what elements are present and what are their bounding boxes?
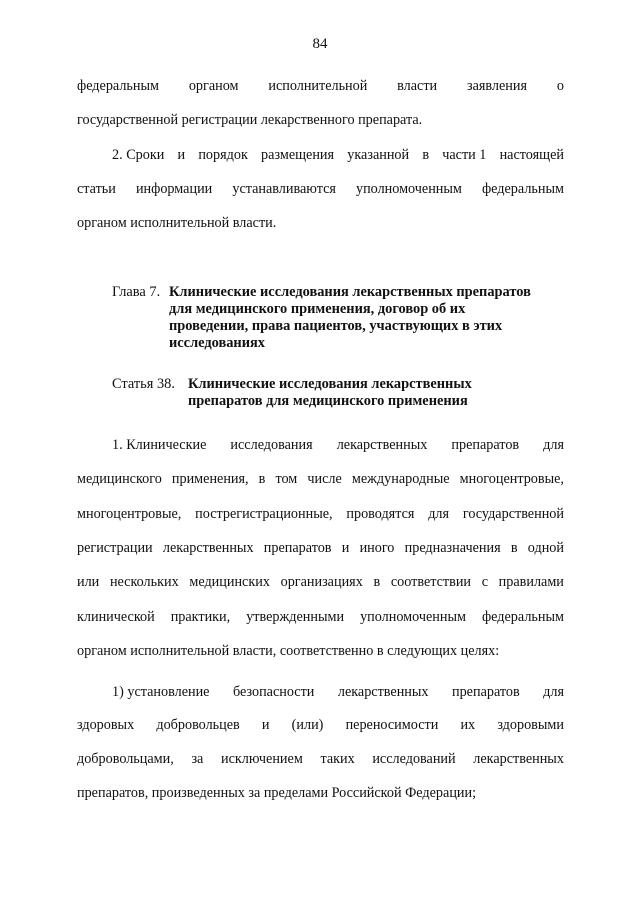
word: практики, [170, 609, 231, 625]
article-title-line-1: Клинические исследования лекарственных [188, 376, 472, 392]
clause-1-line-2 [77, 470, 564, 488]
word: числе [307, 471, 342, 487]
word: утвержденными [246, 609, 345, 625]
word: для [428, 506, 450, 522]
clause-1-line-3 [77, 505, 564, 523]
word: правилами [498, 574, 564, 590]
intro-line-2: государственной регистрации лекарственного препарата. [77, 112, 423, 128]
word: федеральным [77, 78, 159, 94]
word: для [543, 684, 564, 700]
word: для [543, 437, 564, 453]
paragraph-2-line-3: органом исполнительной власти. [77, 215, 277, 231]
word: федеральным [481, 609, 564, 625]
word: настоящей [499, 147, 564, 163]
word: органом [188, 78, 239, 94]
clause-1-line-6 [77, 608, 564, 626]
word: информации [135, 181, 213, 197]
word: указанной [347, 147, 410, 163]
word: лекарственных [162, 540, 254, 556]
word: (или) [291, 717, 324, 733]
word: добровольцев [156, 717, 240, 733]
word: лекарственных [337, 684, 429, 700]
word: их [460, 717, 476, 733]
word: международные [351, 471, 450, 487]
word: уполномоченным [360, 609, 466, 625]
word: федеральным [481, 181, 564, 197]
word: проводятся [346, 506, 415, 522]
word: лекарственных [473, 751, 564, 767]
word: многоцентровые, [77, 506, 182, 522]
word: иного [359, 540, 395, 556]
word: 2. Сроки [112, 147, 165, 163]
chapter-title-line-1: Клинические исследования лекарственных препаратов [169, 284, 531, 300]
word: безопасности [232, 684, 315, 700]
word: медицинского [77, 471, 162, 487]
word: исполнительной [268, 78, 368, 94]
word: одной [527, 540, 564, 556]
word: исключением [220, 751, 303, 767]
word: препаратов [452, 684, 520, 700]
word: препаратов [451, 437, 520, 453]
word: предназначения [404, 540, 501, 556]
item-1-line-3 [77, 750, 564, 768]
word: и [261, 717, 270, 733]
chapter-title-line-4: исследованиях [169, 335, 265, 351]
word: исследования [230, 437, 313, 453]
clause-1-line-1 [112, 436, 564, 454]
word: государственной [462, 506, 564, 522]
word: медицинских [189, 574, 270, 590]
article-label: Статья 38. [112, 376, 175, 392]
paragraph-2-line-1 [112, 146, 564, 164]
word: многоцентровые, [459, 471, 564, 487]
word: соответствии [390, 574, 472, 590]
word: или [77, 574, 100, 590]
word: добровольцами, [77, 751, 174, 767]
word: и [341, 540, 350, 556]
item-1-line-4: препаратов, произведенных за пределами Российской Федерации; [77, 785, 477, 801]
word: в [422, 147, 430, 163]
word: нескольких [109, 574, 179, 590]
word: таких [320, 751, 355, 767]
word: порядок [198, 147, 248, 163]
word: применения, [171, 471, 249, 487]
item-1-line-1 [112, 683, 564, 701]
item-1-line-2 [77, 716, 564, 734]
article-title-line-2: препаратов для медицинского применения [188, 393, 468, 409]
chapter-title-line-3: проведении, права пациентов, участвующих в этих [169, 318, 503, 334]
word: исследований [372, 751, 456, 767]
chapter-label: Глава 7. [112, 284, 161, 300]
word: в [510, 540, 518, 556]
page-number: 84 [312, 36, 328, 52]
word: о [556, 78, 564, 94]
word: уполномоченным [355, 181, 462, 197]
word: том [275, 471, 298, 487]
word: пострегистрационные, [195, 506, 333, 522]
word: препаратов [263, 540, 332, 556]
clause-1-line-7: органом исполнительной власти, соответственно в следующих целях: [77, 643, 500, 659]
clause-1-line-4 [77, 539, 564, 557]
chapter-title-line-2: для медицинского применения, договор об их [169, 301, 466, 317]
word: за [191, 751, 204, 767]
word: с [481, 574, 488, 590]
word: переносимости [345, 717, 439, 733]
word: организациях [280, 574, 363, 590]
intro-line-1 [77, 77, 564, 95]
paragraph-2-line-2 [77, 180, 564, 198]
word: размещения [261, 147, 335, 163]
word: в [373, 574, 381, 590]
word: заявления [466, 78, 528, 94]
word: в [258, 471, 266, 487]
word: здоровых [77, 717, 135, 733]
clause-1-line-5 [77, 573, 564, 591]
word: устанавливаются [232, 181, 336, 197]
word: клинической [77, 609, 155, 625]
word: 1. Клинические [112, 437, 207, 453]
word: власти [397, 78, 438, 94]
word: лекарственных [336, 437, 428, 453]
word: и [177, 147, 186, 163]
word: регистрации [77, 540, 153, 556]
word: здоровыми [497, 717, 564, 733]
word: 1) установление [112, 684, 210, 700]
word: части 1 [442, 147, 487, 163]
word: статьи [77, 181, 116, 197]
